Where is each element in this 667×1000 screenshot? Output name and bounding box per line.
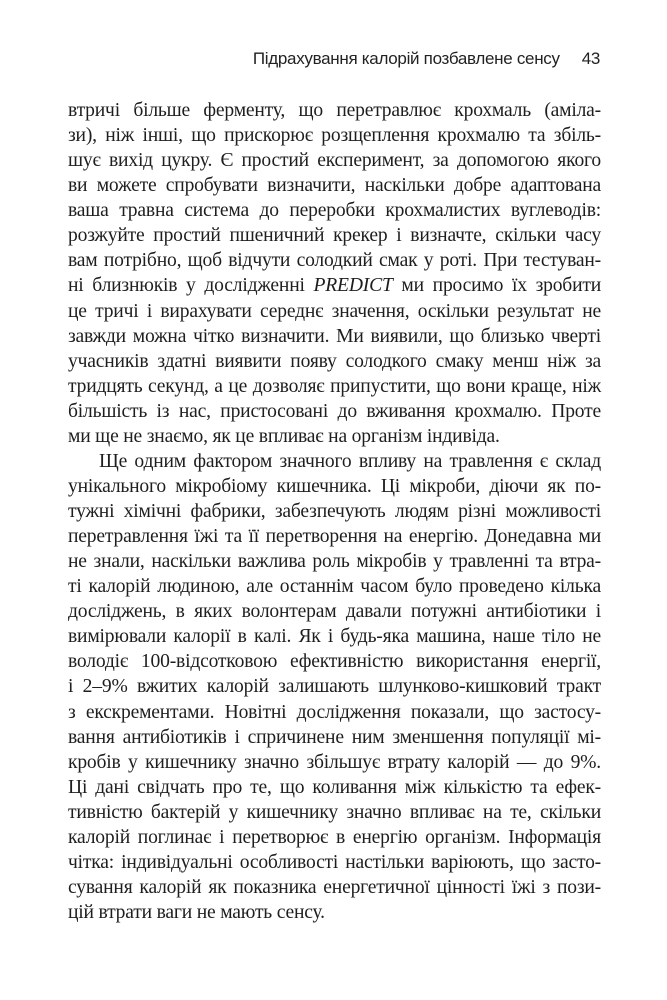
text-line: учасників здатні виявити появу солодкого смаку менш ніж за <box>68 350 601 372</box>
text-line: вимірювали калорії в калі. Як і будь-яка машина, наше тіло не <box>68 626 601 648</box>
text-line: з екскрементами. Новітні дослідження показали, що застосу- <box>68 701 601 723</box>
text-line: унікального мікробіому кишечника. Ці мікроби, діючи як по- <box>68 475 601 497</box>
text-line: не знали, наскільки важлива роль мікробів у травленні та втра- <box>68 551 601 573</box>
text-line: перетравлення їжі та її перетворення на енергію. Донедавна ми <box>68 526 601 548</box>
chapter-title: Підрахування калорій позбавлене сенсу <box>252 49 560 68</box>
paragraph <box>68 98 601 449</box>
running-header <box>253 49 600 69</box>
text-line: вам потрібно, щоб відчути солодкий смак у роті. При тестуван- <box>68 250 601 272</box>
text-line: ми ще не знаємо, як це впливає на організм індивіда. <box>68 425 500 447</box>
text-line: вання антибіотиків і спричинене ним зменшення популяції мі- <box>68 726 601 748</box>
text-line: Ще одним фактором значного впливу на травлення є склад <box>99 450 601 472</box>
text-line: завжди можна чітко визначити. Ми виявили, що близько чверті <box>68 325 601 347</box>
text-line: володіє 100-відсотковою ефективністю використання енергії, <box>68 651 601 673</box>
text-line: це тричі і вирахувати середнє значення, оскільки результат не <box>68 300 601 322</box>
text-segment: ні близнюків у дослідженні <box>68 275 314 297</box>
text-line: сування калорій як показника енергетичної цінності їжі з пози- <box>68 876 601 898</box>
text-segment: ми просимо їх зробити <box>392 275 602 297</box>
text-line: ваша травна система до переробки крохмалистих вуглеводів: <box>68 200 601 222</box>
text-line: досліджень, в яких волонтерам давали потужні антибіотики і <box>68 601 601 623</box>
italic-term: PREDICT <box>313 275 393 297</box>
page-body-text <box>68 98 601 925</box>
paragraph <box>68 449 601 925</box>
text-line: зи), ніж інші, що прискорює розщеплення крохмалю та збіль- <box>68 125 601 147</box>
page-number: 43 <box>581 49 600 68</box>
text-line: тридцять секунд, а це дозволяє припустити, що вони краще, ніж <box>68 375 601 397</box>
text-line: ті калорій людиною, але останнім часом було проведено кілька <box>68 576 601 598</box>
text-line: шує вихід цукру. Є простий експеримент, за допомогою якого <box>68 150 601 172</box>
text-line: Ці дані свідчать про те, що коливання між кількістю та ефек- <box>68 776 601 798</box>
text-line: калорій поглинає і перетворює в енергію організм. Інформація <box>68 826 601 848</box>
text-line: кробів у кишечнику значно збільшує втрату калорій — до 9%. <box>68 751 601 773</box>
text-line: цій втрати ваги не мають сенсу. <box>68 902 325 923</box>
text-line <box>68 273 601 298</box>
text-line: і 2–9% вжитих калорій залишають шлунково-кишковий тракт <box>68 676 601 698</box>
text-line: більшість із нас, пристосовані до вживання крохмалю. Проте <box>68 400 601 422</box>
text-line: розжуйте простий пшеничний крекер і визначте, скільки часу <box>68 225 601 247</box>
text-line: втричі більше ферменту, що перетравлює крохмаль (аміла- <box>68 100 601 121</box>
text-line: тивністю бактерій у кишечнику значно впливає на те, скільки <box>68 801 601 823</box>
text-line: ви можете спробувати визначити, наскільки добре адаптована <box>68 175 601 197</box>
text-line: тужні хімічні фабрики, забезпечують людям різні можливості <box>68 501 601 522</box>
text-line: чітка: індивідуальні особливості настільки варіюють, що засто- <box>68 851 601 873</box>
